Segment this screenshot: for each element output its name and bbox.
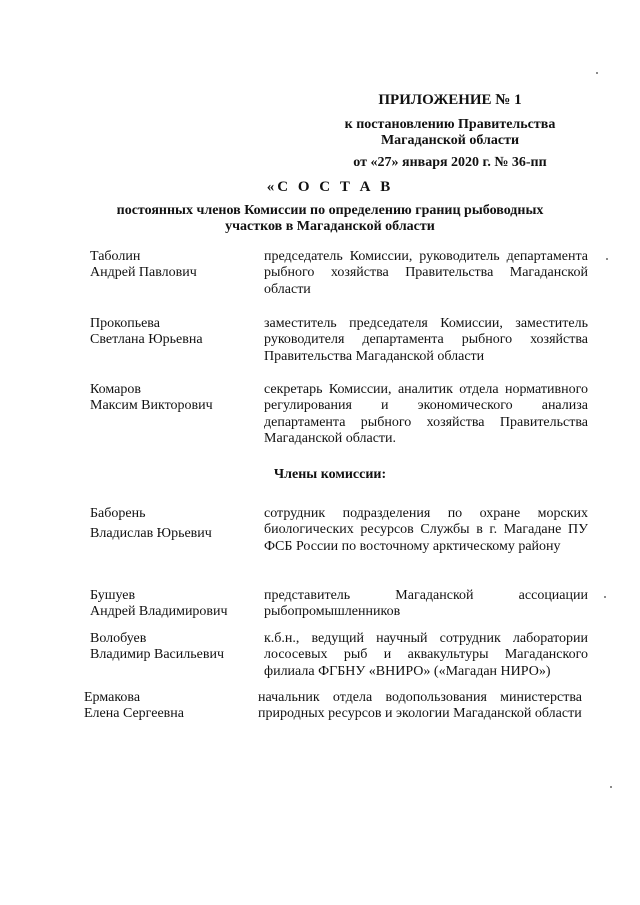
scan-speck <box>596 72 598 74</box>
member-name <box>90 249 250 282</box>
member-surname: Баборень <box>90 506 146 521</box>
member-name <box>90 631 250 664</box>
member-given-name: Максим Викторович <box>90 398 213 414</box>
member-given-name: Елена Сергеевна <box>84 706 184 722</box>
member-name <box>84 690 244 723</box>
member-role: представитель Магаданской ассоциации рыбопромышленников <box>264 588 588 620</box>
member-role: заместитель председателя Комиссии, заместитель руководителя департамента рыбного хозяйства Правительства Магаданской области <box>264 316 588 364</box>
member-name <box>90 506 250 543</box>
member-given-name: Владислав Юрьевич <box>90 526 212 542</box>
document-title <box>110 179 550 235</box>
member-role: председатель Комиссии, руководитель департамента рыбного хозяйства Правительства Магаданской области <box>264 249 588 297</box>
member-given-name: Андрей Павлович <box>90 265 197 281</box>
title-line-2: участков в Магаданской области <box>225 219 435 234</box>
appendix-date-line: от «27» января 2020 г. № 36-пп <box>353 155 547 170</box>
member-surname: Волобуев <box>90 631 147 646</box>
scan-speck <box>606 258 608 260</box>
appendix-line-1: к постановлению Правительства <box>344 117 556 132</box>
member-given-name: Владимир Васильевич <box>90 647 224 663</box>
member-surname: Ермакова <box>84 690 141 705</box>
scan-speck <box>610 786 612 788</box>
member-name <box>90 588 250 621</box>
title-line-1: постоянных членов Комиссии по определению границ рыбоводных <box>116 203 544 218</box>
member-name <box>90 382 250 415</box>
appendix-line-2: Магаданской области <box>380 133 520 148</box>
member-role: начальник отдела водопользования министерства природных ресурсов и экологии Магаданской области <box>258 690 582 722</box>
member-surname: Прокопьева <box>90 316 160 331</box>
members-heading: Члены комиссии: <box>273 467 387 482</box>
member-role: к.б.н., ведущий научный сотрудник лаборатории лососевых рыб и аквакультуры Магаданского филиала ФГБНУ «ВНИРО» («Магадан НИРО») <box>264 631 588 679</box>
appendix-header <box>330 92 570 171</box>
member-role: секретарь Комиссии, аналитик отдела нормативного регулирования и экономического анализа департамента рыбного хозяйства Правительства Магаданской области. <box>264 382 588 447</box>
member-given-name: Светлана Юрьевна <box>90 332 203 348</box>
member-role: сотрудник подразделения по охране морских биологических ресурсов Службы в г. Магадане ПУ ФСБ России по восточному арктическому району <box>264 506 588 554</box>
member-given-name: Андрей Владимирович <box>90 604 228 620</box>
scan-speck <box>604 596 606 598</box>
member-surname: Таболин <box>90 249 141 264</box>
appendix-number: ПРИЛОЖЕНИЕ № 1 <box>378 92 522 108</box>
title-sostav: «С О С Т А В <box>266 179 394 195</box>
member-surname: Бушуев <box>90 588 136 603</box>
member-surname: Комаров <box>90 382 141 397</box>
member-name <box>90 316 250 349</box>
